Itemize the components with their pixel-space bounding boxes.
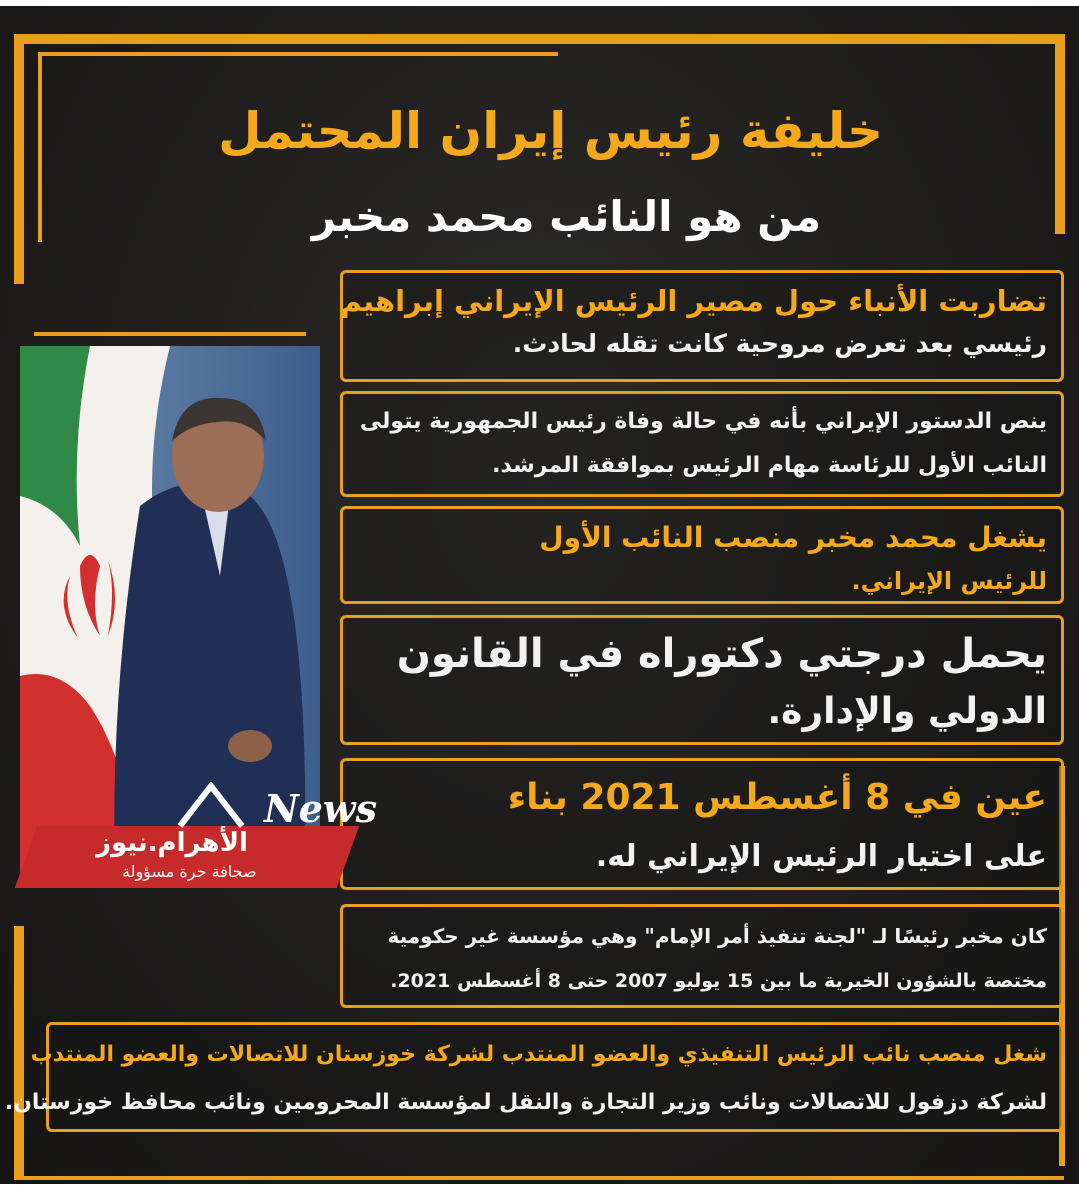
fact-box-6-line-2: مختصة بالشؤون الخيرية ما بين 15 يوليو 2007 حتى 8 أغسطس 2021.	[390, 970, 1047, 992]
fact-box-3-line-2: للرئيس الإيراني.	[851, 567, 1047, 595]
fact-box-3-line-1: يشغل محمد مخبر منصب النائب الأول	[539, 521, 1047, 554]
fact-box-2	[340, 391, 1064, 497]
fact-box-1-line-1: تضاربت الأنباء حول مصير الرئيس الإيراني إبراهيم	[340, 284, 1047, 318]
logo-tagline: صحافة حرة مسؤولة	[122, 862, 257, 881]
frame-left-bar	[14, 34, 24, 284]
logo-arabic-name: الأهرام.نيوز	[96, 828, 248, 858]
fact-box-5	[340, 758, 1064, 890]
frame-inner-left-bar	[38, 52, 42, 242]
frame-top-bar	[14, 34, 1064, 44]
fact-box-6	[340, 904, 1064, 1008]
fact-box-3	[340, 506, 1064, 604]
page-subtitle: من هو النائب محمد مخبر	[311, 192, 821, 241]
frame-inner-top-bar	[38, 52, 558, 56]
frame-left-lower-bar	[14, 926, 24, 1176]
fact-box-7	[4, 1022, 1064, 1132]
pyramid-icon	[176, 782, 246, 828]
photo-top-bar	[34, 332, 306, 336]
page-title: خليفة رئيس إيران المحتمل	[218, 102, 883, 160]
fact-box-1-line-2: رئيسي بعد تعرض مروحية كانت تقله لحادث.	[512, 329, 1047, 358]
fact-box-7-line-1: شغل منصب نائب الرئيس التنفيذي والعضو المنتدب لشركة خوزستان للاتصالات والعضو المنتدب	[30, 1042, 1047, 1067]
fact-box-6-line-1: كان مخبر رئيسًا لـ "لجنة تنفيذ أمر الإمام" وهي مؤسسة غير حكومية	[387, 924, 1047, 948]
fact-box-5-line-2: على اختيار الرئيس الإيراني له.	[595, 839, 1047, 874]
fact-box-1	[340, 270, 1064, 382]
fact-box-4-line-2: الدولي والإدارة.	[767, 691, 1047, 732]
fact-box-4-line-1: يحمل درجتي دكتوراه في القانون	[396, 631, 1047, 677]
fact-box-5-line-1: عين في 8 أغسطس 2021 بناء	[507, 777, 1047, 818]
fact-box-2-line-1: ينص الدستور الإيراني بأنه في حالة وفاة رئيس الجمهورية يتولى	[359, 409, 1047, 434]
logo-news-word: News	[264, 786, 378, 831]
fact-box-7-line-2: لشركة دزفول للاتصالات ونائب وزير التجارة والنقل لمؤسسة المحرومين ونائب محافظ خوزستان.	[4, 1090, 1047, 1115]
fact-box-2-line-2: النائب الأول للرئاسة مهام الرئيس بموافقة المرشد.	[492, 453, 1047, 478]
frame-right-bar	[1055, 34, 1065, 234]
frame-bottom-bar	[14, 1176, 1064, 1180]
fact-box-4	[340, 615, 1064, 745]
ahram-news-logo	[26, 776, 386, 896]
infographic	[0, 6, 1079, 1184]
